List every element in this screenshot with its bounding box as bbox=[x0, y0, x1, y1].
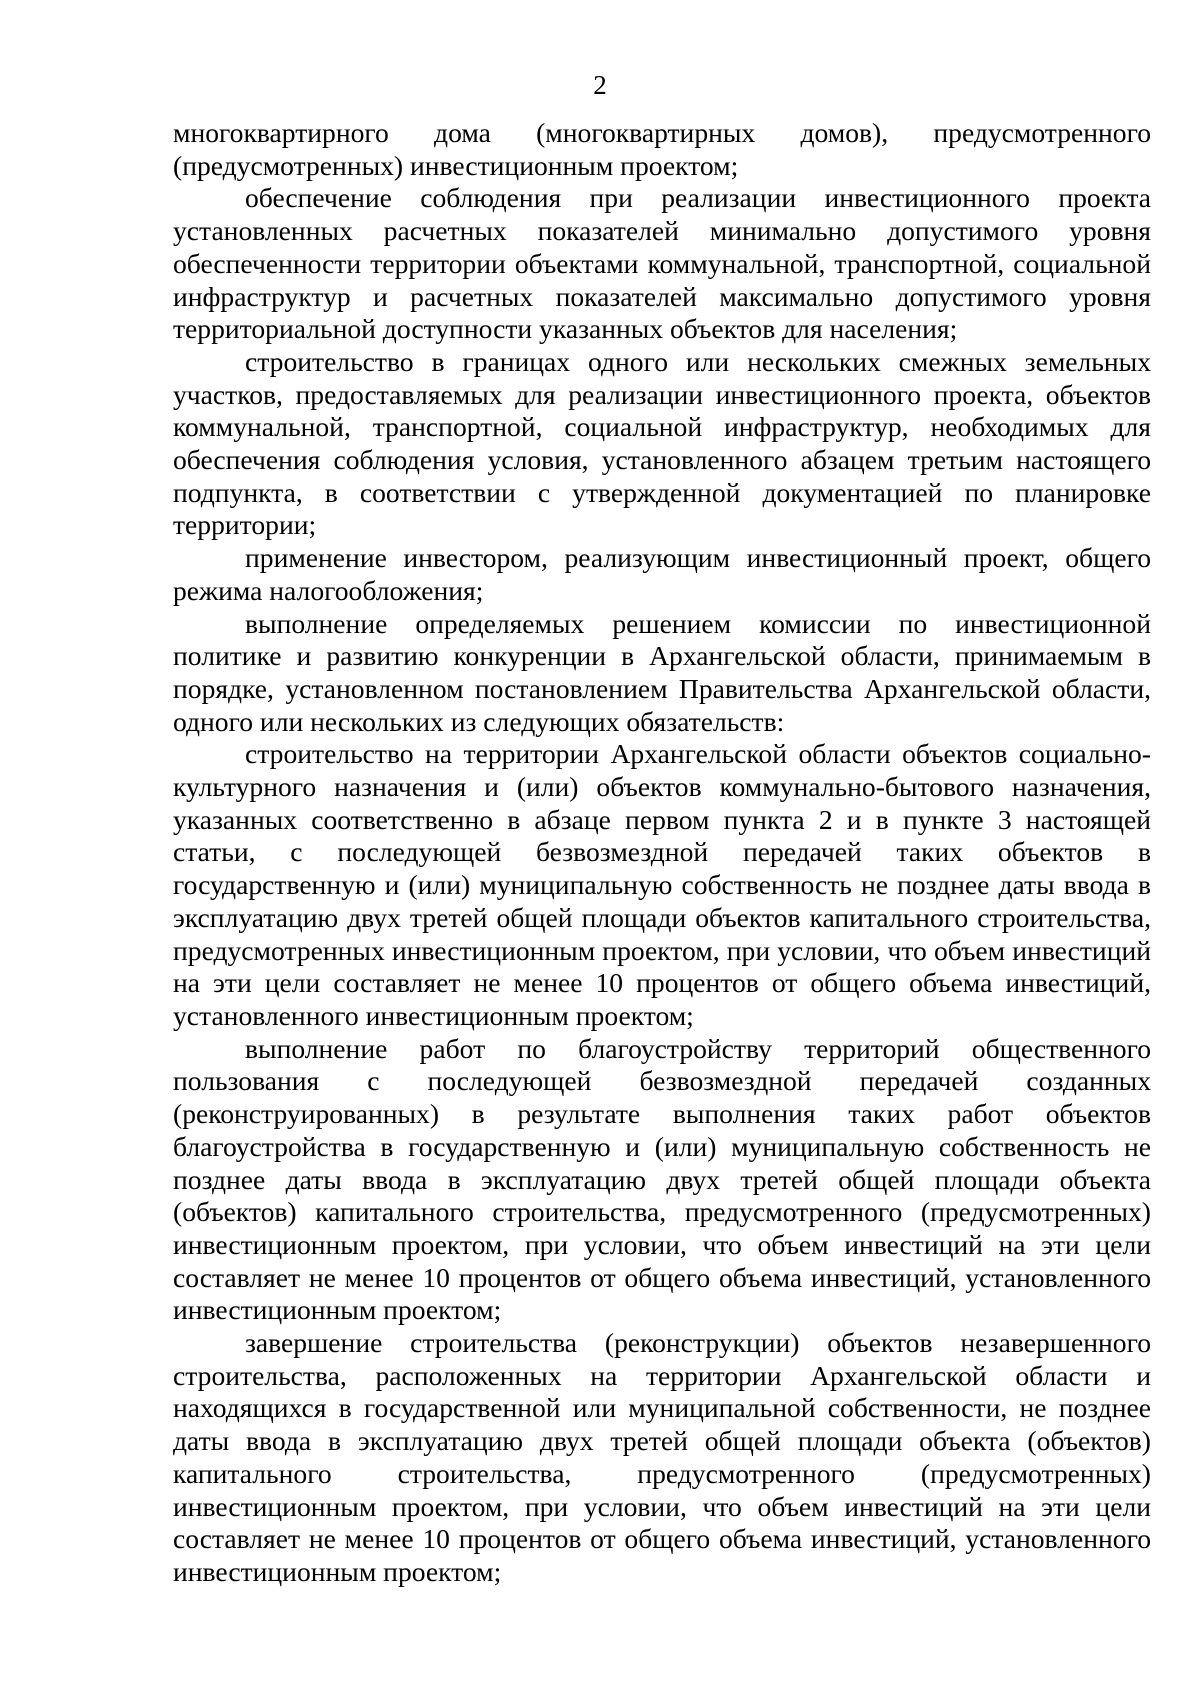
paragraph-social-objects: строительство на территории Архангельской области объектов социально-культурного назначения и (или) объектов коммунально-бытового назначения, указанных соответственно в абзаце первом пункта 2 и в пункте 3 настоящей статьи, с последующей безвозмездной передачей таких объектов в государственную и (или) муниципальную собственность не позднее даты ввода в эксплуатацию двух третей общей площади объектов капитального строительства, предусмотренных инвестиционным проектом, при условии, что объем инвестиций на эти цели составляет не менее 10 процентов от общего объема инвестиций, установленного инвестиционным проектом; bbox=[173, 738, 1151, 1031]
page-number: 2 bbox=[593, 70, 607, 100]
paragraph-continuation: многоквартирного дома (многоквартирных домов), предусмотренного (предусмотренных) инвестиционным проектом; bbox=[173, 117, 1151, 181]
document-body bbox=[173, 117, 1151, 1589]
paragraph-infrastructure-construction: строительство в границах одного или нескольких смежных земельных участков, предоставляемых для реализации инвестиционного проекта, объектов коммунальной, транспортной, социальной инфраструктур, необходимых для обеспечения соблюдения условия, установленного абзацем третьим настоящего подпункта, в соответствии с утвержденной документацией по планировке территории; bbox=[173, 345, 1151, 541]
paragraph-unfinished-construction: завершение строительства (реконструкции) объектов незавершенного строительства, расположенных на территории Архангельской области и находящихся в государственной или муниципальной собственности, не позднее даты ввода в эксплуатацию двух третей общей площади объекта (объектов) капитального строительства, предусмотренного (предусмотренных) инвестиционным проектом, при условии, что объем инвестиций на эти цели составляет не менее 10 процентов от общего объема инвестиций, установленного инвестиционным проектом; bbox=[173, 1327, 1151, 1587]
paragraph-tax-regime: применение инвестором, реализующим инвестиционный проект, общего режима налогообложения; bbox=[173, 542, 1151, 606]
paragraph-provision-indicators: обеспечение соблюдения при реализации инвестиционного проекта установленных расчетных показателей минимально допустимого уровня обеспеченности территории объектами коммунальной, транспортной, социальной инфраструктур и расчетных показателей максимально допустимого уровня территориальной доступности указанных объектов для населения; bbox=[173, 182, 1151, 345]
paragraph-landscaping: выполнение работ по благоустройству территорий общественного пользования с последующей безвозмездной передачей созданных (реконструированных) в результате выполнения таких работ объектов благоустройства в государственную и (или) муниципальную собственность не позднее даты ввода в эксплуатацию двух третей общей площади объекта (объектов) капитального строительства, предусмотренного (предусмотренных) инвестиционным проектом, при условии, что объем инвестиций на эти цели составляет не менее 10 процентов от общего объема инвестиций, установленного инвестиционным проектом; bbox=[173, 1032, 1151, 1326]
paragraph-commission-obligations: выполнение определяемых решением комиссии по инвестиционной политике и развитию конкуренции в Архангельской области, принимаемым в порядке, установленном постановлением Правительства Архангельской области, одного или нескольких из следующих обязательств: bbox=[173, 607, 1151, 737]
